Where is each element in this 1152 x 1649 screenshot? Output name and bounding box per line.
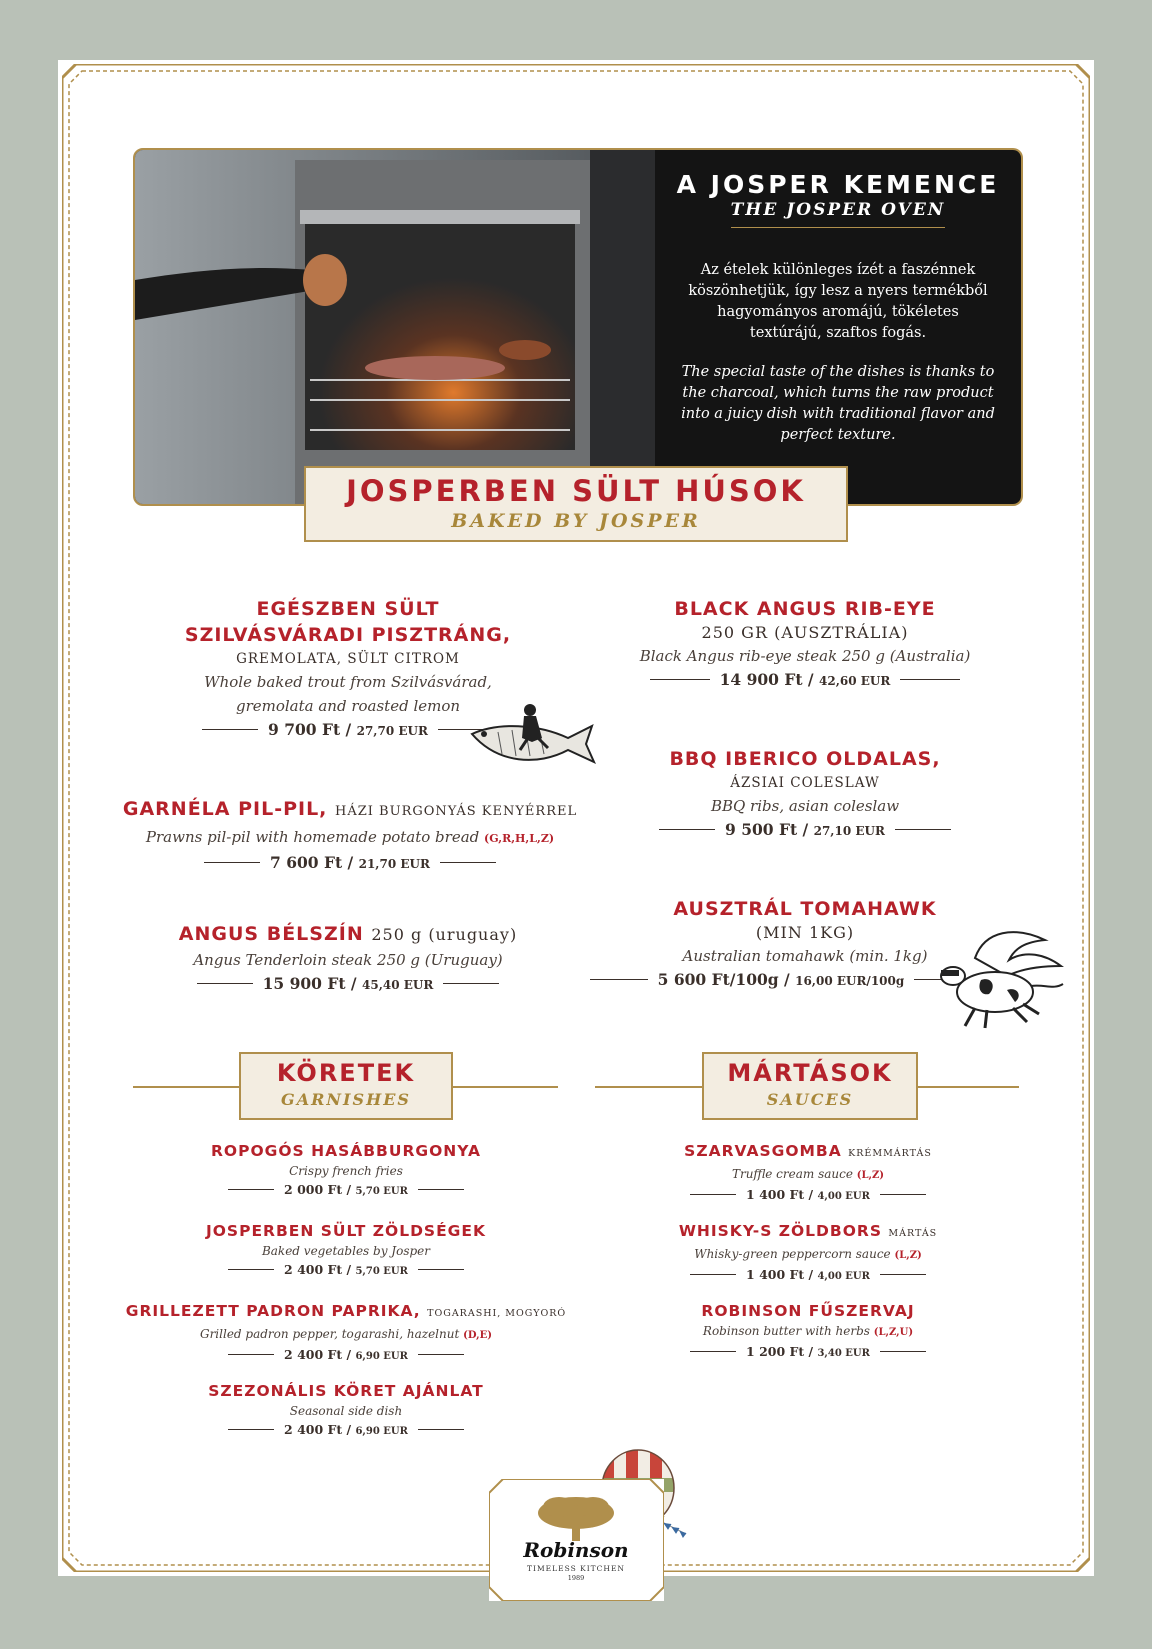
hero-text-hu: Az ételek különleges ízét a faszénnek köszönhetjük, így lesz a nyers termékből hagyományos aromájú, tökéletes textúrájú, szaftos fogás.: [688, 262, 988, 341]
item-name: BBQ IBERICO OLDALAS,: [669, 748, 941, 770]
item-price: 14 900 Ft / 42,60 EUR: [719, 670, 891, 689]
price-row: [120, 853, 580, 872]
item-name: AUSZTRÁL TOMAHAWK: [673, 898, 937, 920]
hero-subtitle: THE JOSPER OVEN: [730, 200, 946, 220]
man-riding-fish-illustration: [468, 704, 598, 784]
garnishes-title: KÖRETEK: [276, 1059, 416, 1087]
item-price: 9 700 Ft / 27,70 EUR: [268, 720, 428, 739]
section-banner-sauces: [702, 1052, 918, 1120]
item-name: ANGUS BÉLSZÍN 250 g (uruguay): [178, 923, 518, 945]
item-sub: GREMOLATA, SÜLT CITROM: [236, 651, 460, 667]
item-price: 2 000 Ft / 5,70 EUR: [284, 1182, 408, 1197]
garnish-item: [134, 1380, 558, 1437]
section-subtitle: BAKED BY JOSPER: [451, 510, 701, 532]
item-name: WHISKY-S ZÖLDBORS MÁRTÁS: [678, 1222, 938, 1240]
item-price: 2 400 Ft / 6,90 EUR: [284, 1347, 408, 1362]
price-row: [120, 1347, 572, 1362]
item-desc: Robinson butter with herbs (L,Z,U): [702, 1324, 914, 1338]
item-name: SZARVASGOMBA KRÉMMÁRTÁS: [684, 1142, 932, 1160]
item-desc: Whole baked trout from Szilvásvárad,: [204, 673, 492, 691]
hero-title: A JOSPER KEMENCE: [676, 170, 1000, 199]
item-desc: BBQ ribs, asian coleslaw: [710, 797, 900, 815]
item-price: 7 600 Ft / 21,70 EUR: [270, 853, 430, 872]
item-name: ROBINSON FŰSZERVAJ: [701, 1302, 915, 1320]
section-banner-main: [304, 466, 848, 542]
price-row: [134, 1262, 558, 1277]
menu-item-prawns: [120, 796, 580, 872]
item-desc: Prawns pil-pil with homemade potato bread (G,R,H,L,Z): [145, 828, 555, 846]
price-row: [596, 1187, 1020, 1202]
item-desc: Grilled padron pepper, togarashi, hazelnut (D,E): [199, 1327, 493, 1341]
sauce-item: [596, 1300, 1020, 1359]
item-desc: Angus Tenderloin steak 250 g (Uruguay): [193, 951, 503, 969]
price-row: [596, 1267, 1020, 1282]
item-price: 15 900 Ft / 45,40 EUR: [262, 974, 434, 993]
item-name-2: SZILVÁSVÁRADI PISZTRÁNG,: [184, 624, 512, 646]
item-name: BLACK ANGUS RIB-EYE: [674, 598, 936, 620]
item-desc: Truffle cream sauce (L,Z): [731, 1167, 885, 1181]
sauces-title: MÁRTÁSOK: [727, 1059, 893, 1087]
item-name: ROPOGÓS HASÁBBURGONYA: [211, 1142, 481, 1160]
item-name: GARNÉLA PIL-PIL, HÁZI BURGONYÁS KENYÉRREL: [122, 798, 578, 820]
item-name: EGÉSZBEN SÜLT: [256, 598, 440, 620]
item-price: 1 400 Ft / 4,00 EUR: [746, 1187, 870, 1202]
item-sub: (MIN 1KG): [755, 923, 855, 942]
sauces-subtitle: SAUCES: [766, 1090, 854, 1109]
item-desc: Seasonal side dish: [289, 1404, 403, 1418]
price-row: [134, 1422, 558, 1437]
sauce-item: [596, 1140, 1020, 1202]
item-price: 9 500 Ft / 27,10 EUR: [725, 820, 885, 839]
josper-oven-photo: [135, 150, 655, 504]
section-banner-garnishes: [239, 1052, 453, 1120]
item-desc: Whisky-green peppercorn sauce (L,Z): [694, 1247, 922, 1261]
item-sub: 250 GR (AUSZTRÁLIA): [701, 623, 909, 642]
item-desc: Australian tomahawk (min. 1kg): [682, 947, 928, 965]
item-desc: Black Angus rib-eye steak 250 g (Australia): [639, 647, 971, 665]
sauce-item: [596, 1220, 1020, 1282]
menu-item-bbq-ribs: [590, 746, 1020, 839]
price-row: [134, 1182, 558, 1197]
garnish-item: [134, 1140, 558, 1197]
logo-tagline: TIMELESS KITCHEN: [527, 1564, 625, 1573]
flying-cow-illustration: [935, 930, 1070, 1040]
item-name: JOSPERBEN SÜLT ZÖLDSÉGEK: [205, 1222, 487, 1240]
item-price: 1 200 Ft / 3,40 EUR: [746, 1344, 870, 1359]
item-desc: Crispy french fries: [289, 1164, 403, 1178]
item-desc-2: gremolata and roasted lemon: [235, 697, 461, 715]
price-row: [590, 820, 1020, 839]
price-row: [590, 670, 1020, 689]
hero-text-en: The special taste of the dishes is thanks to the charcoal, which turns the raw product into a juicy dish with traditional flavor and perfect texture.: [681, 364, 995, 443]
section-title: JOSPERBEN SÜLT HÚSOK: [346, 474, 806, 508]
menu-item-angus-tenderloin: [134, 921, 562, 993]
logo-year: 1989: [567, 1574, 585, 1582]
price-row: [134, 974, 562, 993]
hero-text-panel: [655, 150, 1021, 504]
item-name: GRILLEZETT PADRON PAPRIKA, TOGARASHI, MOGYORÓ: [125, 1302, 567, 1320]
menu-item-ribeye: [590, 596, 1020, 689]
item-desc: Baked vegetables by Josper: [261, 1244, 431, 1258]
logo-name: Robinson: [523, 1538, 629, 1562]
garnish-item: [134, 1220, 558, 1277]
garnish-item: [120, 1300, 572, 1362]
item-price: 1 400 Ft / 4,00 EUR: [746, 1267, 870, 1282]
robinson-logo: [489, 1479, 664, 1601]
hero-divider: [731, 227, 945, 228]
item-name: SZEZONÁLIS KÖRET AJÁNLAT: [208, 1382, 484, 1400]
item-price: 2 400 Ft / 6,90 EUR: [284, 1422, 408, 1437]
garnishes-subtitle: GARNISHES: [281, 1090, 411, 1109]
josper-hero-panel: [133, 148, 1023, 506]
item-sub: ÁZSIAI COLESLAW: [730, 775, 880, 791]
price-row: [596, 1344, 1020, 1359]
item-price: 2 400 Ft / 5,70 EUR: [284, 1262, 408, 1277]
item-price: 5 600 Ft/100g / 16,00 EUR/100g: [657, 970, 905, 989]
